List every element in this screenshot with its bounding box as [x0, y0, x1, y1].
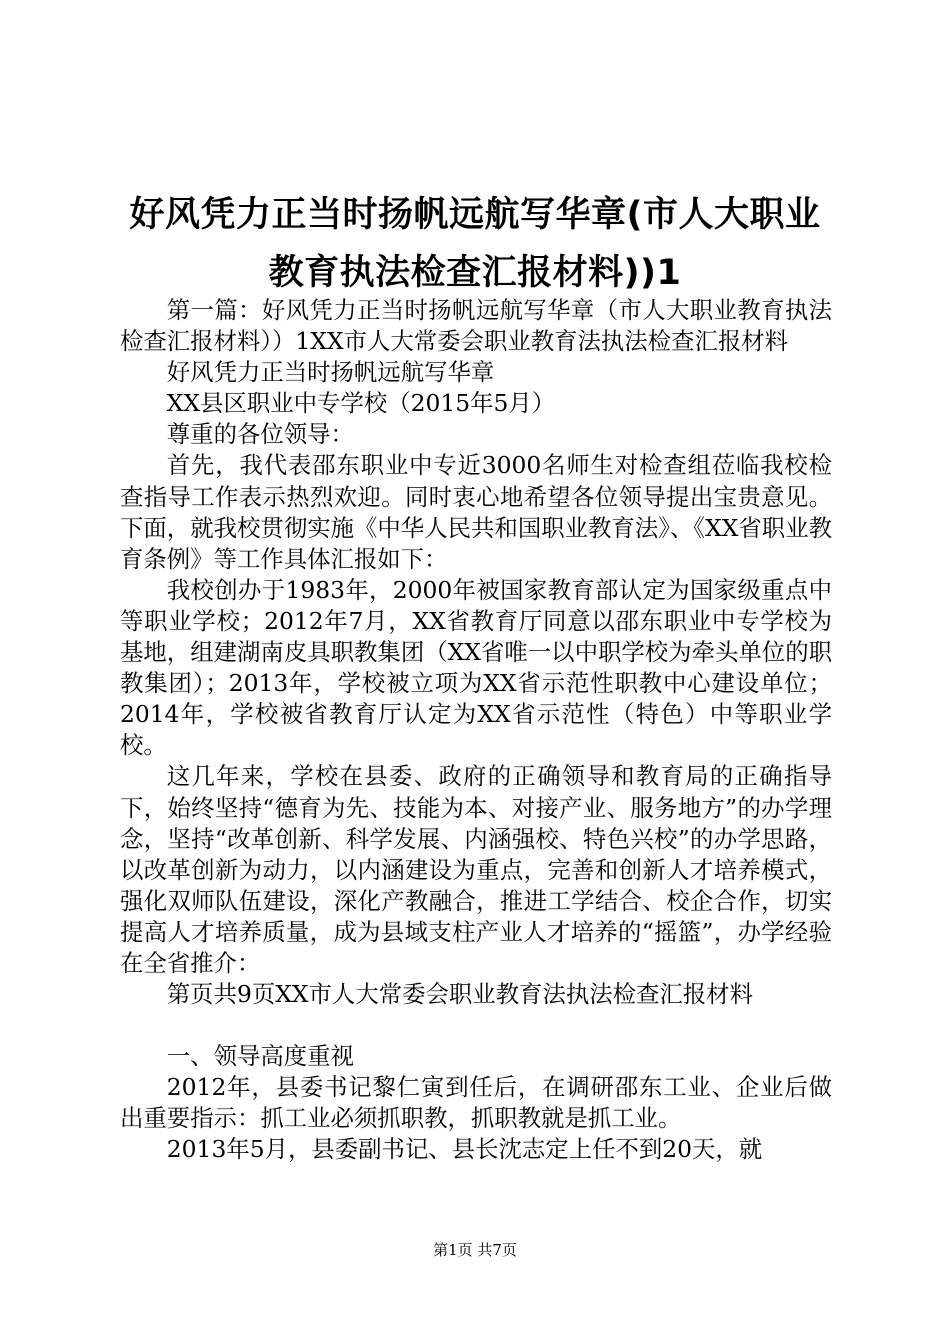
paragraph-history: 我校创办于1983年，2000年被国家教育部认定为国家级重点中等职业学校；2012年7月，XX省教育厅同意以邵东职业中专学校为基地，组建湖南皮具职教集团（XX省唯一以中职学校为牵头单位的职教集团）；2013年，学校被立项为XX省示范性职教中心建设单位；2014年，学校被省教育厅认定为XX省示范性（特色）中等职业学校。 — [120, 575, 832, 760]
section-heading-1: 一、领导高度重视 — [166, 1042, 354, 1071]
document-title-line-1: 好风凭力正当时扬帆远航写华章(市人大职业 — [129, 195, 821, 235]
paragraph-2012: 2012年，县委书记黎仁寅到任后，在调研邵东工业、企业后做出重要指示：抓工业必须抓职教，抓职教就是抓工业。 — [120, 1073, 832, 1133]
paragraph-salutation: 尊重的各位领导： — [166, 420, 354, 449]
paragraph-achievements: 这几年来，学校在县委、政府的正确领导和教育局的正确指导下，始终坚持“德育为先、技能为本、对接产业、服务地方”的办学理念，坚持“改革创新、科学发展、内涵强校、特色兴校”的办学思路，以改革创新为动力，以内涵建设为重点，完善和创新人才培养模式，强化双师队伍建设，深化产教融合，推进工学结合、校企合作，切实提高人才培养质量，成为县域支柱产业人才培养的“摇篮”，办学经验在全省推介： — [120, 762, 832, 977]
paragraph-page-note: 第页共9页XX市人大常委会职业教育法执法检查汇报材料 — [166, 980, 753, 1009]
page-footer: 第1页 共7页 — [433, 1241, 517, 1259]
paragraph-gap — [120, 1010, 832, 1041]
paragraph-school-date: XX县区职业中专学校（2015年5月） — [166, 389, 556, 418]
document-body — [120, 295, 832, 1166]
paragraph-2013: 2013年5月，县委副书记、县长沈志定上任不到20天，就 — [166, 1135, 763, 1164]
paragraph-intro: 第一篇：好风凭力正当时扬帆远航写华章（市人大职业教育执法检查汇报材料））1XX市人大常委会职业教育法执法检查汇报材料 — [120, 296, 832, 356]
paragraph-subtitle: 好风凭力正当时扬帆远航写华章 — [166, 358, 495, 387]
document-title-line-2: 教育执法检查汇报材料))1 — [268, 253, 682, 293]
paragraph-opening: 首先，我代表邵东职业中专近3000名师生对检查组莅临我校检查指导工作表示热烈欢迎。同时衷心地希望各位领导提出宝贵意见。下面，就我校贯彻实施《中华人民共和国职业教育法》、《XX省职业教育条例》等工作具体汇报如下： — [120, 451, 832, 573]
